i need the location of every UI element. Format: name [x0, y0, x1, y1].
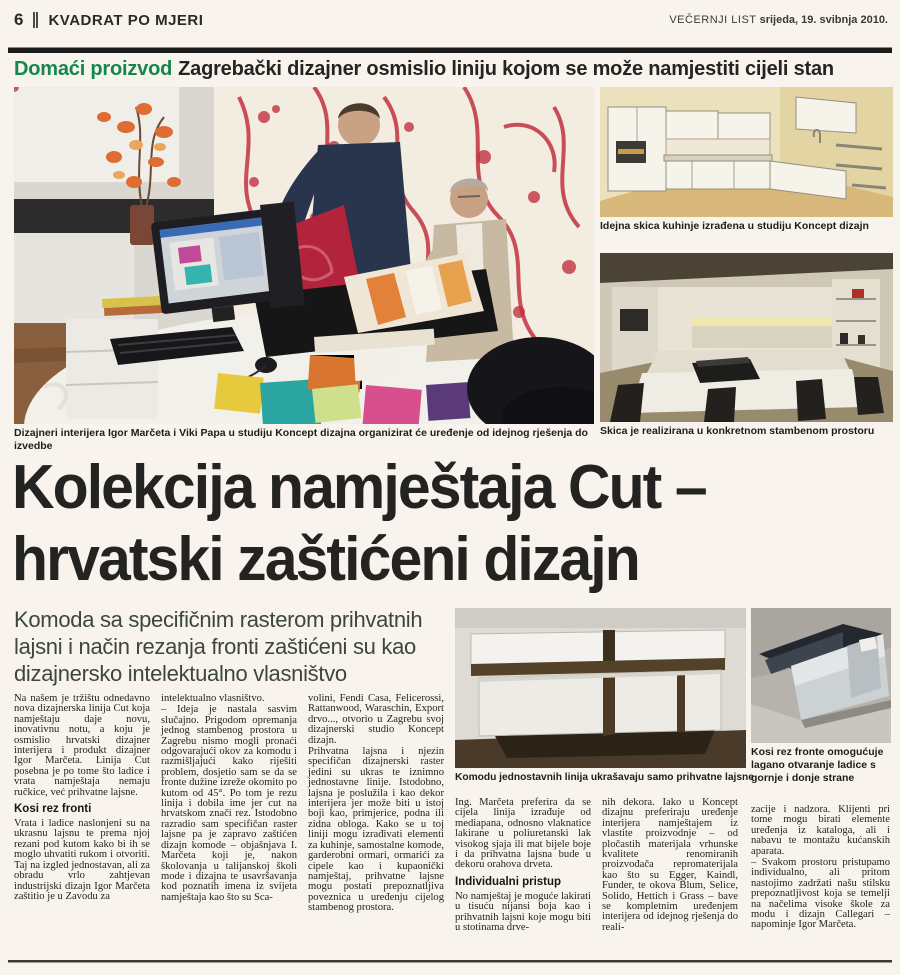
- drawer-photo-illustration: [751, 608, 891, 743]
- sketch-photo-caption: Idejna skica kuhinje izrađena u studiju Koncept dizajn: [600, 220, 869, 232]
- header-right: [669, 14, 888, 26]
- paragraph: intelektualno vlasništvo.: [161, 693, 265, 704]
- paragraph: Ing. Marčeta preferira da se cijela linija izrađuje od mediapana, odnosno vlaknatice lakirane u poliuretanski lak visokog sjaja ili mat bijele boje i da prihvatna lajsna bude u dekoru orahova drveta.: [455, 797, 591, 871]
- paragraph: No namještaj je moguće lakirati u tisuću nijansi boja kao i prihvatnih lajsni koje mogu biti u stotinama drve-: [455, 890, 591, 934]
- paragraph: – Ideja je nastala sasvim slučajno. Prigodom opremanja jednog stambenog prostora u Zagrebu nismo mogli pronaći odgovarajući okov za komodu i razmišljajući kako riješiti problem, dosjetio sam se da se fronte dužine izreže okomito po kutom od 45°. Po tom je rezu linija i dobila ime jer cut na hrvatskom znači rez. Istodobno razradio sam specifičan raster lajsne pa je zapravo zaštićen dizajn komode – objašnjava I. Marčeta koji je, nakon školovanja u talijanskoj školi mode i dizajna te usavršavanja kod poznatih imena iz svijeta namještaja kao što su Sca-: [161, 704, 297, 903]
- realized-photo-caption: Skica je realizirana u konkretnom stambenom prostoru: [600, 425, 875, 437]
- article-column-3: [308, 694, 444, 915]
- header-rule: [8, 47, 892, 53]
- paragraph: Na našem je tržištu odnedavno nova dizajnerska linija Cut koja namještaju daje novu, inovativnu notu, a koju je osmislio hrvatski dizajner interijera i produkt dizajner Igor Marčeta. Linija Cut posebna je po tome što ladice i vrata namještaja nemaju ručkice, već prihvatne lajsne.: [14, 693, 150, 798]
- bottom-rule: [8, 960, 892, 963]
- subhead-individualni-pristup: Individualni pristup: [455, 875, 562, 888]
- page-header: [14, 10, 888, 40]
- sketch-photo: [600, 87, 893, 233]
- paragraph: – Svakom prostoru pristupamo individualno, ali pritom nastojimo zadržati našu stilsku prepoznatljivost koja se temelji na načelima visoke škole za modu i dizajn Callegari – napominje Igor Marčeta.: [751, 857, 890, 931]
- headline-line2: hrvatski zaštićeni dizajn: [12, 525, 639, 594]
- paragraph: Vrata i ladice naslonjeni su na ukrasnu lajsnu te prema njoj rezani pod kutom kako bi ih se moglo uhvatiti rukom i otvoriti. Taj na izgled jednostavan, ali za obradu vrlo zahtjevan industrijski dizajn Igor Marčeta zaštitio je u Zavodu za: [14, 818, 150, 902]
- paragraph: Prihvatna lajsna i njezin specifičan dizajnerski raster jedini su ukras te iznimno jednostavne linije. Istodobno, lajsna je poslužila i kao dekor interijera jer može biti u istoj boji kao, primjerice, podna ili zidna obloga. Kako se u toj liniji mogu izrađivati elementi za kuhinje, samostalne komode, garderobni ormari, ormarići za cipele kao i kupaonički namještaj, prihvatne lajsne mogu postati prepoznatljiva poveznica u uređenju cijelog stambenog prostora.: [308, 746, 444, 914]
- realized-photo-illustration: [600, 253, 893, 422]
- realized-photo: [600, 253, 893, 438]
- article-subheadline: Komoda sa specifičnim rasterom prihvatnih lajsni i način rezanja fronti zaštićeni su kao dizajnersko intelektualno vlasništvo: [14, 607, 423, 686]
- subhead-kosi-rez-fronti: Kosi rez fronti: [14, 803, 92, 816]
- kicker: [14, 58, 890, 81]
- issue-date: srijeda, 19. svibnja 2010.: [759, 14, 888, 26]
- article-column-2: [161, 694, 297, 904]
- commode-photo: [455, 608, 754, 784]
- article-column-1: [14, 694, 150, 903]
- commode-photo-caption: Komodu jednostavnih linija ukrašavaju samo prihvatne lajsne: [455, 772, 754, 783]
- page-number: 6: [14, 10, 24, 29]
- main-photo-illustration: [14, 87, 594, 424]
- masthead: VEČERNJI LIST: [669, 14, 757, 26]
- paragraph: volini, Fendi Casa, Felicerossi, Rattanwood, Waraschin, Export drvo..., otvorio u Zagrebu svoj dizajnerski studio Koncept dizajn.: [308, 693, 444, 746]
- article-headline: [12, 452, 867, 596]
- header-separator: [33, 12, 38, 28]
- main-photo-caption: Dizajneri interijera Igor Marčeta i Viki Papa u studiju Koncept dizajna organizirat će uređenje od idejnog rješenja do izvedbe: [14, 427, 588, 452]
- drawer-photo-caption: Kosi rez fronte omogućuje lagano otvaranje ladice s gornje i donje strane: [751, 746, 884, 784]
- headline-line1: Kolekcija namještaja Cut –: [12, 453, 706, 522]
- main-photo: [14, 87, 594, 453]
- article-column-5: [602, 798, 738, 934]
- article-column-6: [751, 805, 890, 932]
- paragraph: nih dekora. Iako u Koncept dizajnu preferiraju uređenje interijera namještajem iz vlastite proizvodnje – od pločastih materijala vrhunske kvalitete renomiranih proizvođača repromaterijala kao što su Egger, Kaindl, Funder, te okova Blum, Selice, Solido, Hettich i Grass – bave se kompletnim uređenjem interijera od idejnog rješenja do reali-: [602, 797, 738, 933]
- kicker-tag: Domaći proizvod: [14, 58, 173, 80]
- drawer-photo: [751, 608, 891, 785]
- header-left: [14, 10, 203, 30]
- article-column-4: [455, 798, 591, 934]
- commode-photo-illustration: [455, 608, 746, 768]
- sketch-photo-illustration: [600, 87, 893, 217]
- kicker-text: Zagrebački dizajner osmislio liniju kojom se može namjestiti cijeli stan: [178, 58, 834, 80]
- paragraph: zacije i nadzora. Klijenti pri tome mogu birati elemente uređenja iz kataloga, ali i nabavu te montažu kućanskih aparata.: [751, 804, 890, 857]
- section-title: KVADRAT PO MJERI: [48, 11, 204, 29]
